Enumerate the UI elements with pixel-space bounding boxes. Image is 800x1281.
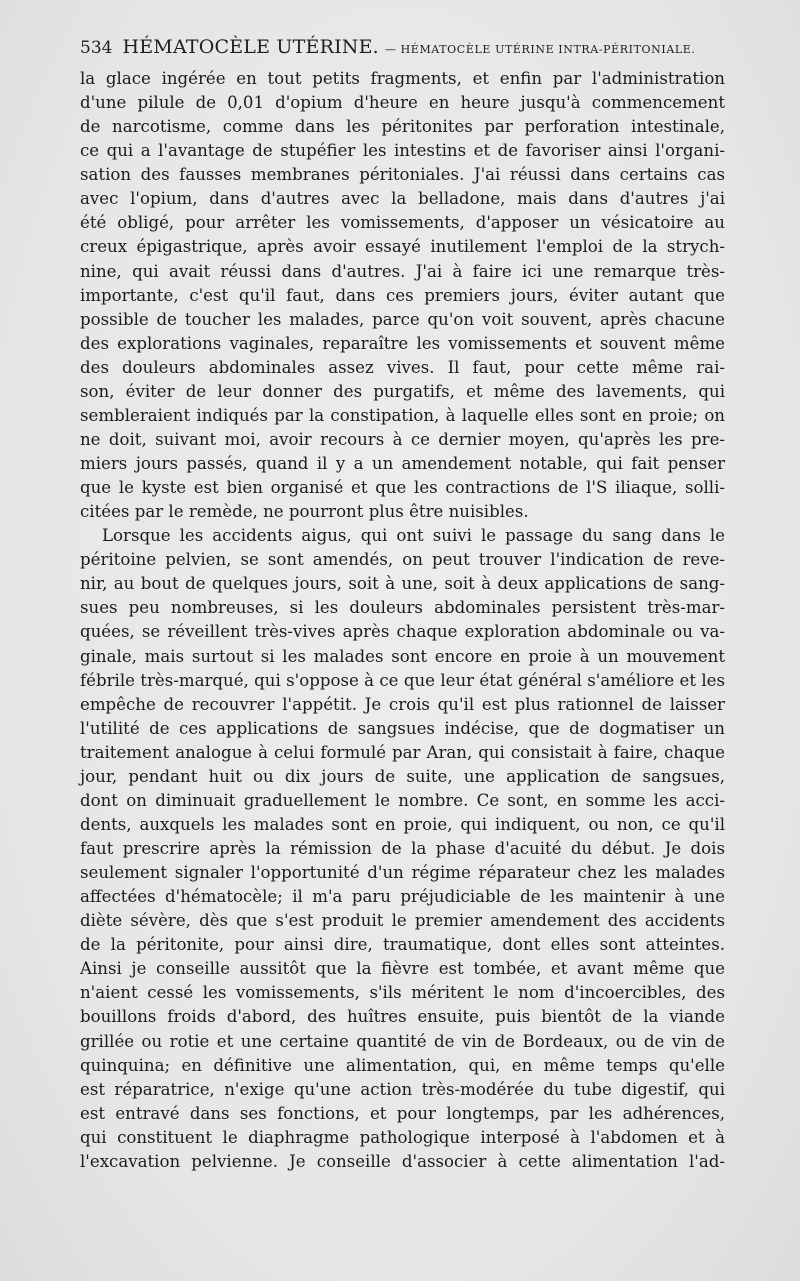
text-line: l'utilité de ces applications de sangsues indécise, que de dogmatiser un xyxy=(80,718,725,738)
text-line: ginale, mais surtout si les malades sont encore en proie à un mouvement xyxy=(80,646,725,666)
text-line: sembleraient indiqués par la constipation, à laquelle elles sont en proie; on xyxy=(80,405,725,425)
text-line: quinquina; en définitive une alimentation, qui, en même temps qu'elle xyxy=(80,1055,725,1075)
text-line: fébrile très-marqué, qui s'oppose à ce que leur état général s'améliore et les xyxy=(80,670,725,690)
text-line: dents, auxquels les malades sont en proie, qui indiquent, ou non, ce qu'il xyxy=(80,814,725,834)
text-line: creux épigastrique, après avoir essayé inutilement l'emploi de la strych- xyxy=(80,237,725,257)
text-line: nir, au bout de quelques jours, soit à une, soit à deux applications de sang- xyxy=(80,574,725,594)
page-number: 534 xyxy=(80,38,113,58)
running-title: HÉMATOCÈLE UTÉRINE. xyxy=(122,36,379,58)
text-line: bouillons froids d'abord, des huîtres ensuite, puis bientôt de la viande xyxy=(80,1007,725,1027)
text-line: traitement analogue à celui formulé par Aran, qui consistait à faire, chaque xyxy=(80,742,725,762)
text-line: avec l'opium, dans d'autres avec la belladone, mais dans d'autres j'ai xyxy=(80,189,725,209)
text-line: Lorsque les accidents aigus, qui ont suivi le passage du sang dans le xyxy=(102,526,725,546)
text-line: la glace ingérée en tout petits fragments, et enfin par l'administration xyxy=(80,69,725,88)
text-line: quées, se réveillent très-vives après chaque exploration abdominale ou va- xyxy=(80,622,725,642)
running-header xyxy=(80,36,720,60)
text-line: empêche de recouvrer l'appétit. Je crois qu'il est plus rationnel de laisser xyxy=(80,694,725,714)
text-line: de narcotisme, comme dans les péritonites par perforation intestinale, xyxy=(80,117,725,137)
text-line: de la péritonite, pour ainsi dire, traumatique, dont elles sont atteintes. xyxy=(80,935,725,955)
paragraph xyxy=(80,67,725,524)
text-line: sation des fausses membranes péritoniales. J'ai réussi dans certains cas xyxy=(80,165,725,185)
text-line: miers jours passés, quand il y a un amendement notable, qui fait penser xyxy=(80,454,725,473)
text-line: affectées d'hématocèle; il m'a paru préjudiciable de les maintenir à une xyxy=(80,887,725,907)
paragraph xyxy=(80,524,725,1174)
text-line: des explorations vaginales, reparaître les vomissements et souvent même xyxy=(80,333,725,353)
text-line: l'excavation pelvienne. Je conseille d'associer à cette alimentation l'ad- xyxy=(80,1151,725,1171)
text-line: d'une pilule de 0,01 d'opium d'heure en heure jusqu'à commencement xyxy=(80,93,725,113)
text-line: sues peu nombreuses, si les douleurs abdominales persistent très-mar- xyxy=(80,598,725,618)
text-line: des douleurs abdominales assez vives. Il faut, pour cette même rai- xyxy=(80,357,725,377)
text-line: dont on diminuait graduellement le nombre. Ce sont, en somme les acci- xyxy=(80,790,725,810)
text-line: importante, c'est qu'il faut, dans ces premiers jours, éviter autant que xyxy=(80,285,725,305)
text-line: que le kyste est bien organisé et que les contractions de l'S iliaque, solli- xyxy=(80,478,725,498)
text-line: ce qui a l'avantage de stupéfier les intestins et de favoriser ainsi l'organi- xyxy=(80,141,725,161)
text-line: qui constituent le diaphragme pathologique interposé à l'abdomen et à xyxy=(80,1127,725,1147)
text-line: citées par le remède, ne pourront plus être nuisibles. xyxy=(80,502,529,522)
text-line: grillée ou rotie et une certaine quantité de vin de Bordeaux, ou de vin de xyxy=(80,1031,725,1051)
text-line: son, éviter de leur donner des purgatifs, et même des lavements, qui xyxy=(80,381,725,401)
text-line: diète sévère, dès que s'est produit le premier amendement des accidents xyxy=(80,911,725,931)
text-line: est réparatrice, n'exige qu'une action très-modérée du tube digestif, qui xyxy=(80,1079,725,1099)
text-line: ne doit, suivant moi, avoir recours à ce dernier moyen, qu'après les pre- xyxy=(80,429,725,449)
text-line: n'aient cessé les vomissements, s'ils méritent le nom d'incoercibles, des xyxy=(80,983,725,1003)
text-line: seulement signaler l'opportunité d'un régime réparateur chez les malades xyxy=(80,863,725,883)
text-line: possible de toucher les malades, parce qu'on voit souvent, après chacune xyxy=(80,309,725,329)
text-line: nine, qui avait réussi dans d'autres. J'ai à faire ici une remarque très- xyxy=(80,261,725,281)
text-line: est entravé dans ses fonctions, et pour longtemps, par les adhérences, xyxy=(80,1103,725,1123)
body-text xyxy=(80,67,725,1174)
text-line: Ainsi je conseille aussitôt que la fièvre est tombée, et avant même que xyxy=(80,959,725,979)
text-line: été obligé, pour arrêter les vomissements, d'apposer un vésicatoire au xyxy=(80,213,725,233)
text-line: faut prescrire après la rémission de la phase d'acuité du début. Je dois xyxy=(80,839,725,858)
text-line: jour, pendant huit ou dix jours de suite, une application de sangsues, xyxy=(80,766,725,786)
running-subtitle: — HÉMATOCÈLE UTÉRINE INTRA-PÉRITONIALE. xyxy=(384,43,696,56)
text-line: péritoine pelvien, se sont amendés, on peut trouver l'indication de reve- xyxy=(80,550,725,570)
